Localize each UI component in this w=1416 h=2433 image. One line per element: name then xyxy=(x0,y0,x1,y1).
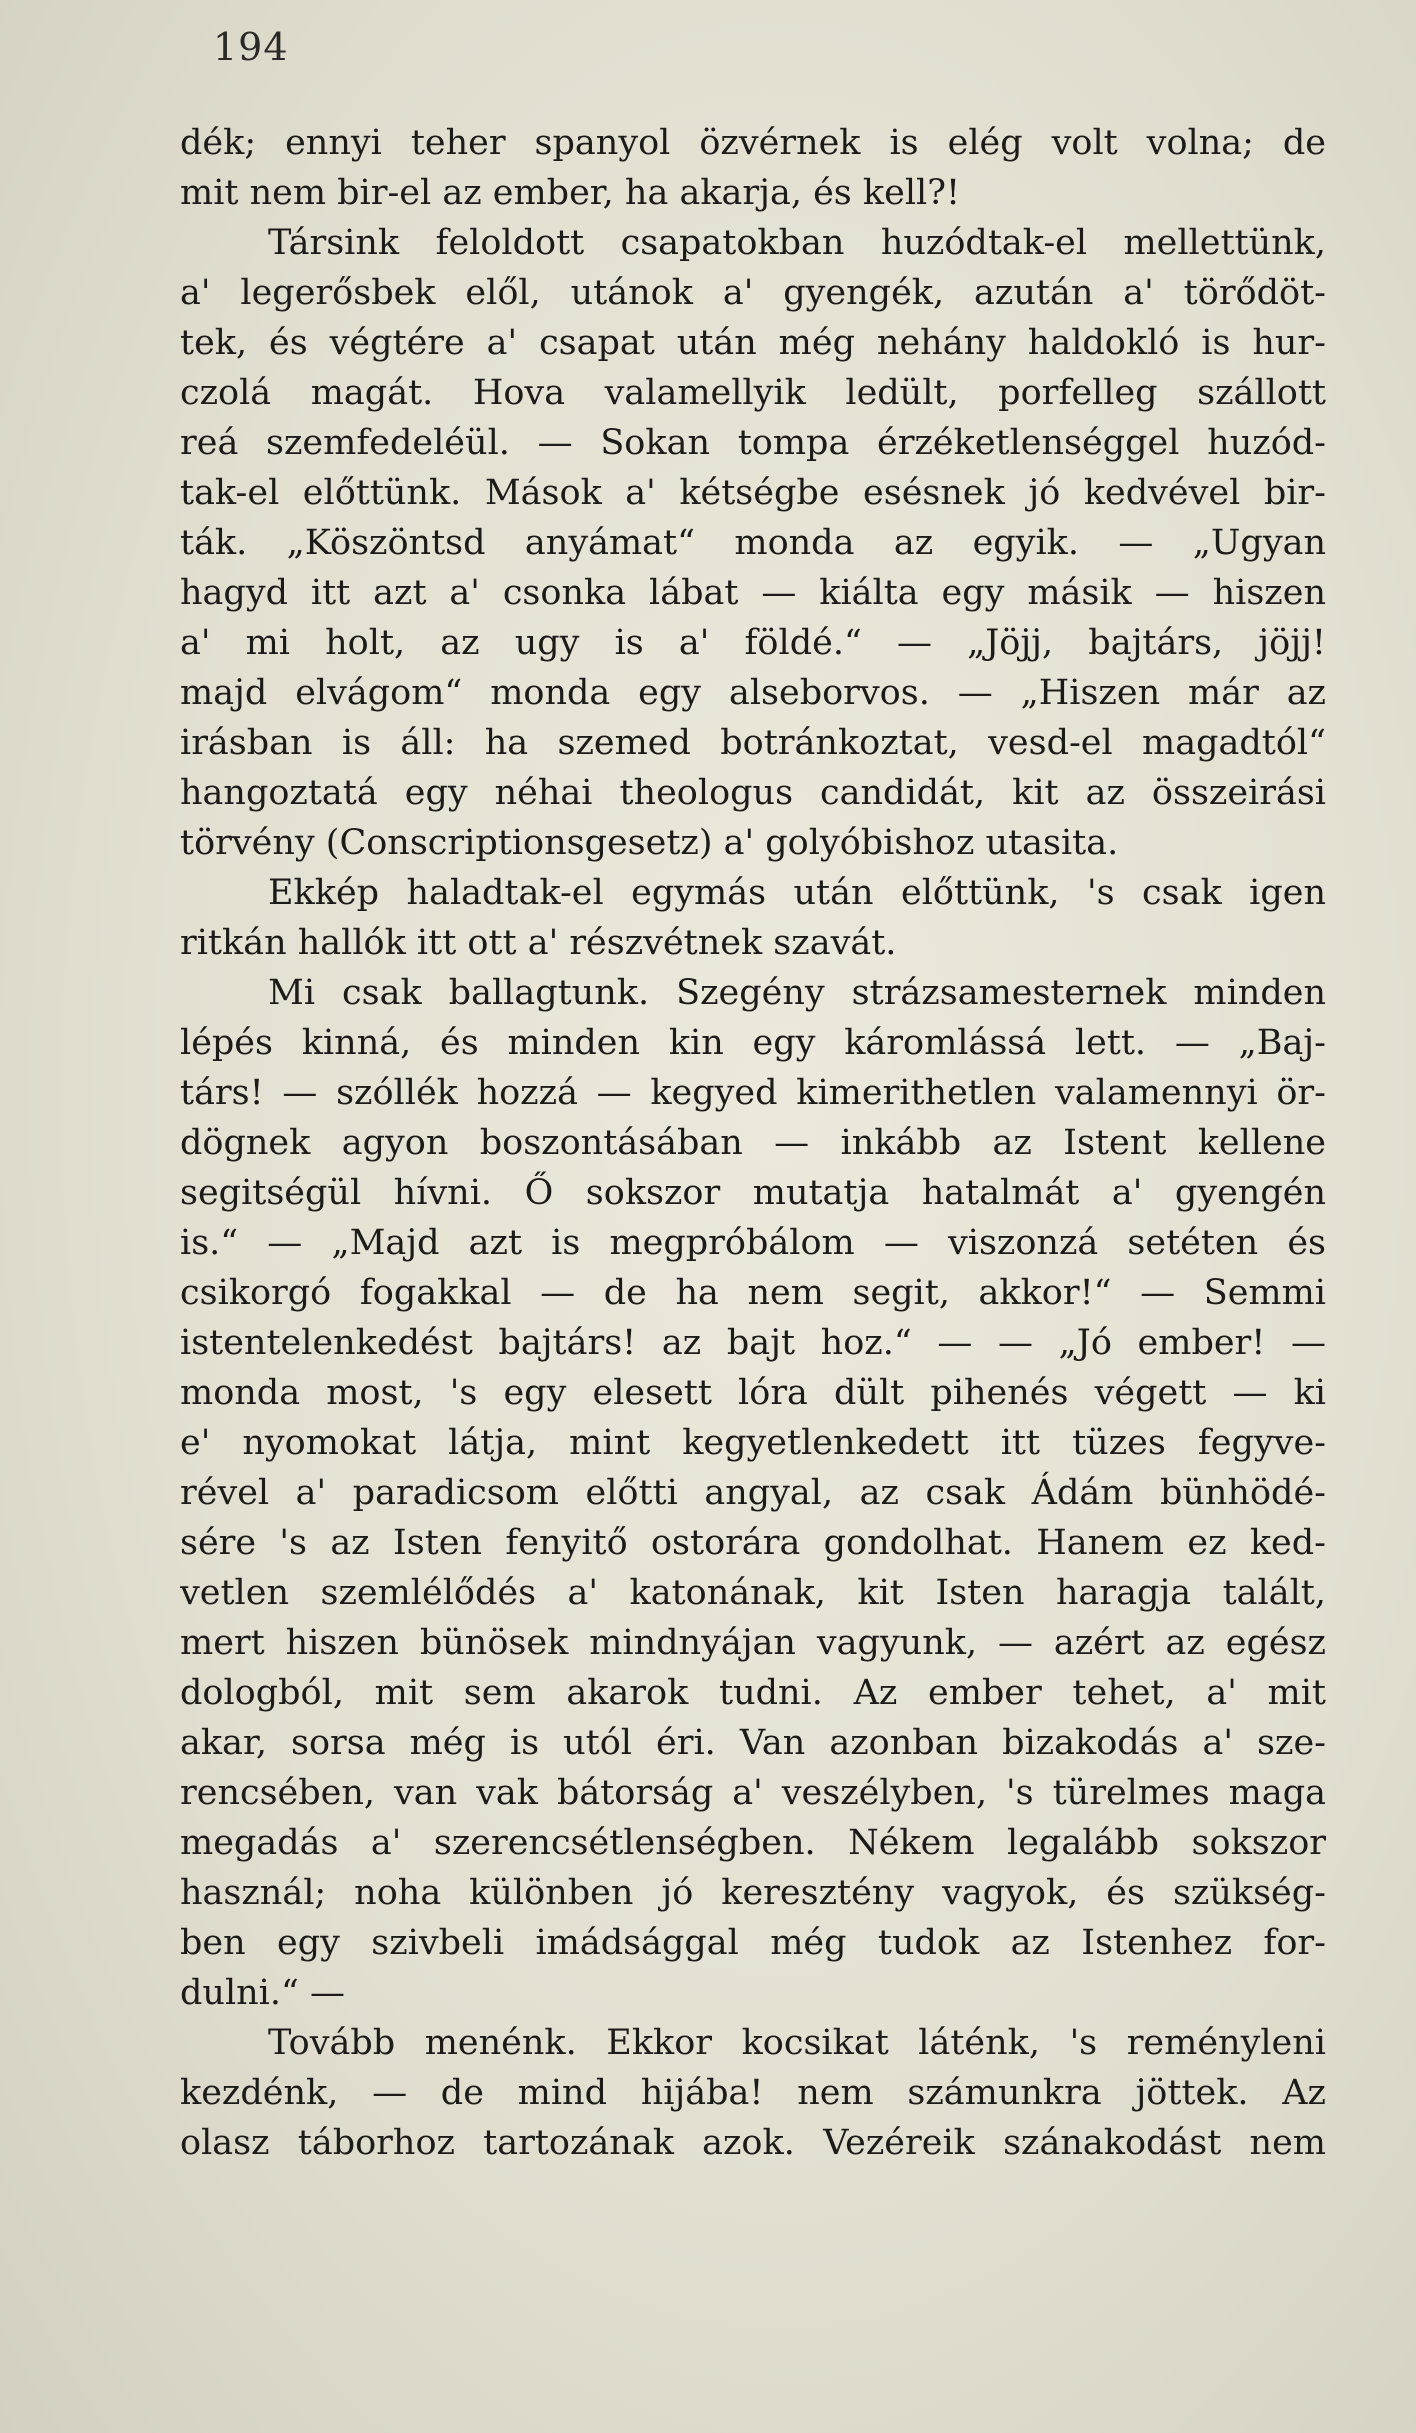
text-line: vetlen szemlélődés a' katonának, kit Isten haragja talált, xyxy=(180,1573,1326,1613)
text-line: Társink feloldott csapatokban huzódtak-el mellettünk, xyxy=(268,223,1326,263)
text-line: ritkán hallók itt ott a' részvétnek szavát. xyxy=(180,923,897,963)
text-line: rével a' paradicsom előtti angyal, az csak Ádám bünhödé- xyxy=(180,1473,1326,1513)
text-line: dologból, mit sem akarok tudni. Az ember tehet, a' mit xyxy=(180,1673,1326,1713)
text-line: dögnek agyon boszontásában — inkább az Istent kellene xyxy=(180,1123,1326,1163)
text-line: Mi csak ballagtunk. Szegény strázsamesternek minden xyxy=(268,973,1326,1013)
text-line: társ! — szóllék hozzá — kegyed kimerithetlen valamennyi ör- xyxy=(180,1073,1326,1113)
text-line: monda most, 's egy elesett lóra dült pihenés végett — ki xyxy=(180,1373,1326,1413)
text-line: lépés kinná, és minden kin egy káromlássá lett. — „Baj- xyxy=(180,1023,1326,1063)
text-line: hangoztatá egy néhai theologus candidát, kit az összeirási xyxy=(180,773,1326,813)
text-line: tak-el előttünk. Mások a' kétségbe esésnek jó kedvével bir- xyxy=(180,473,1326,513)
text-line: mit nem bir-el az ember, ha akarja, és kell?! xyxy=(180,173,961,213)
body-text xyxy=(180,118,1326,2168)
text-line: Tovább menénk. Ekkor kocsikat láténk, 's reményleni xyxy=(268,2023,1326,2063)
text-line: tek, és végtére a' csapat után még nehány haldokló is hur- xyxy=(180,323,1326,363)
text-line: kezdénk, — de mind hijába! nem számunkra jöttek. Az xyxy=(180,2073,1326,2113)
text-line: a' legerősbek elől, utánok a' gyengék, azután a' törődöt- xyxy=(180,273,1326,313)
text-line: ták. „Köszöntsd anyámat“ monda az egyik. — „Ugyan xyxy=(180,523,1326,563)
text-line: a' mi holt, az ugy is a' földé.“ — „Jöjj, bajtárs, jöjj! xyxy=(180,623,1326,663)
text-line: használ; noha különben jó keresztény vagyok, és szükség- xyxy=(180,1873,1326,1913)
text-line: is.“ — „Majd azt is megpróbálom — viszonzá setéten és xyxy=(180,1223,1326,1263)
text-line: sére 's az Isten fenyitő ostorára gondolhat. Hanem ez ked- xyxy=(180,1523,1326,1563)
page-number: 194 xyxy=(213,25,289,69)
text-line: mert hiszen bünösek mindnyájan vagyunk, — azért az egész xyxy=(180,1623,1326,1663)
text-line: csikorgó fogakkal — de ha nem segit, akkor!“ — Semmi xyxy=(180,1273,1326,1313)
text-line: dulni.“ — xyxy=(180,1973,346,2013)
text-line: reá szemfedeléül. — Sokan tompa érzéketlenséggel huzód- xyxy=(180,423,1326,463)
text-line: majd elvágom“ monda egy alseborvos. — „Hiszen már az xyxy=(180,673,1326,713)
text-line: olasz táborhoz tartozának azok. Vezéreik szánakodást nem xyxy=(180,2123,1326,2163)
text-line: hagyd itt azt a' csonka lábat — kiálta egy másik — hiszen xyxy=(180,573,1326,613)
text-line: rencsében, van vak bátorság a' veszélyben, 's türelmes maga xyxy=(180,1773,1326,1813)
text-line: megadás a' szerencsétlenségben. Nékem legalább sokszor xyxy=(180,1823,1326,1863)
text-line: irásban is áll: ha szemed botránkoztat, vesd-el magadtól“ xyxy=(180,723,1326,763)
text-line: segitségül hívni. Ő sokszor mutatja hatalmát a' gyengén xyxy=(180,1173,1326,1213)
text-line: czolá magát. Hova valamellyik ledült, porfelleg szállott xyxy=(180,373,1326,413)
text-line: e' nyomokat látja, mint kegyetlenkedett itt tüzes fegyve- xyxy=(180,1423,1326,1463)
text-line: akar, sorsa még is utól éri. Van azonban bizakodás a' sze- xyxy=(180,1723,1326,1763)
text-line: törvény (Conscriptionsgesetz) a' golyóbishoz utasita. xyxy=(180,823,1119,863)
text-line: dék; ennyi teher spanyol özvérnek is elég volt volna; de xyxy=(180,123,1326,163)
text-line: istentelenkedést bajtárs! az bajt hoz.“ — — „Jó ember! — xyxy=(180,1323,1326,1363)
text-line: Ekkép haladtak-el egymás után előttünk, 's csak igen xyxy=(268,873,1326,913)
text-line: ben egy szivbeli imádsággal még tudok az Istenhez for- xyxy=(180,1923,1326,1963)
